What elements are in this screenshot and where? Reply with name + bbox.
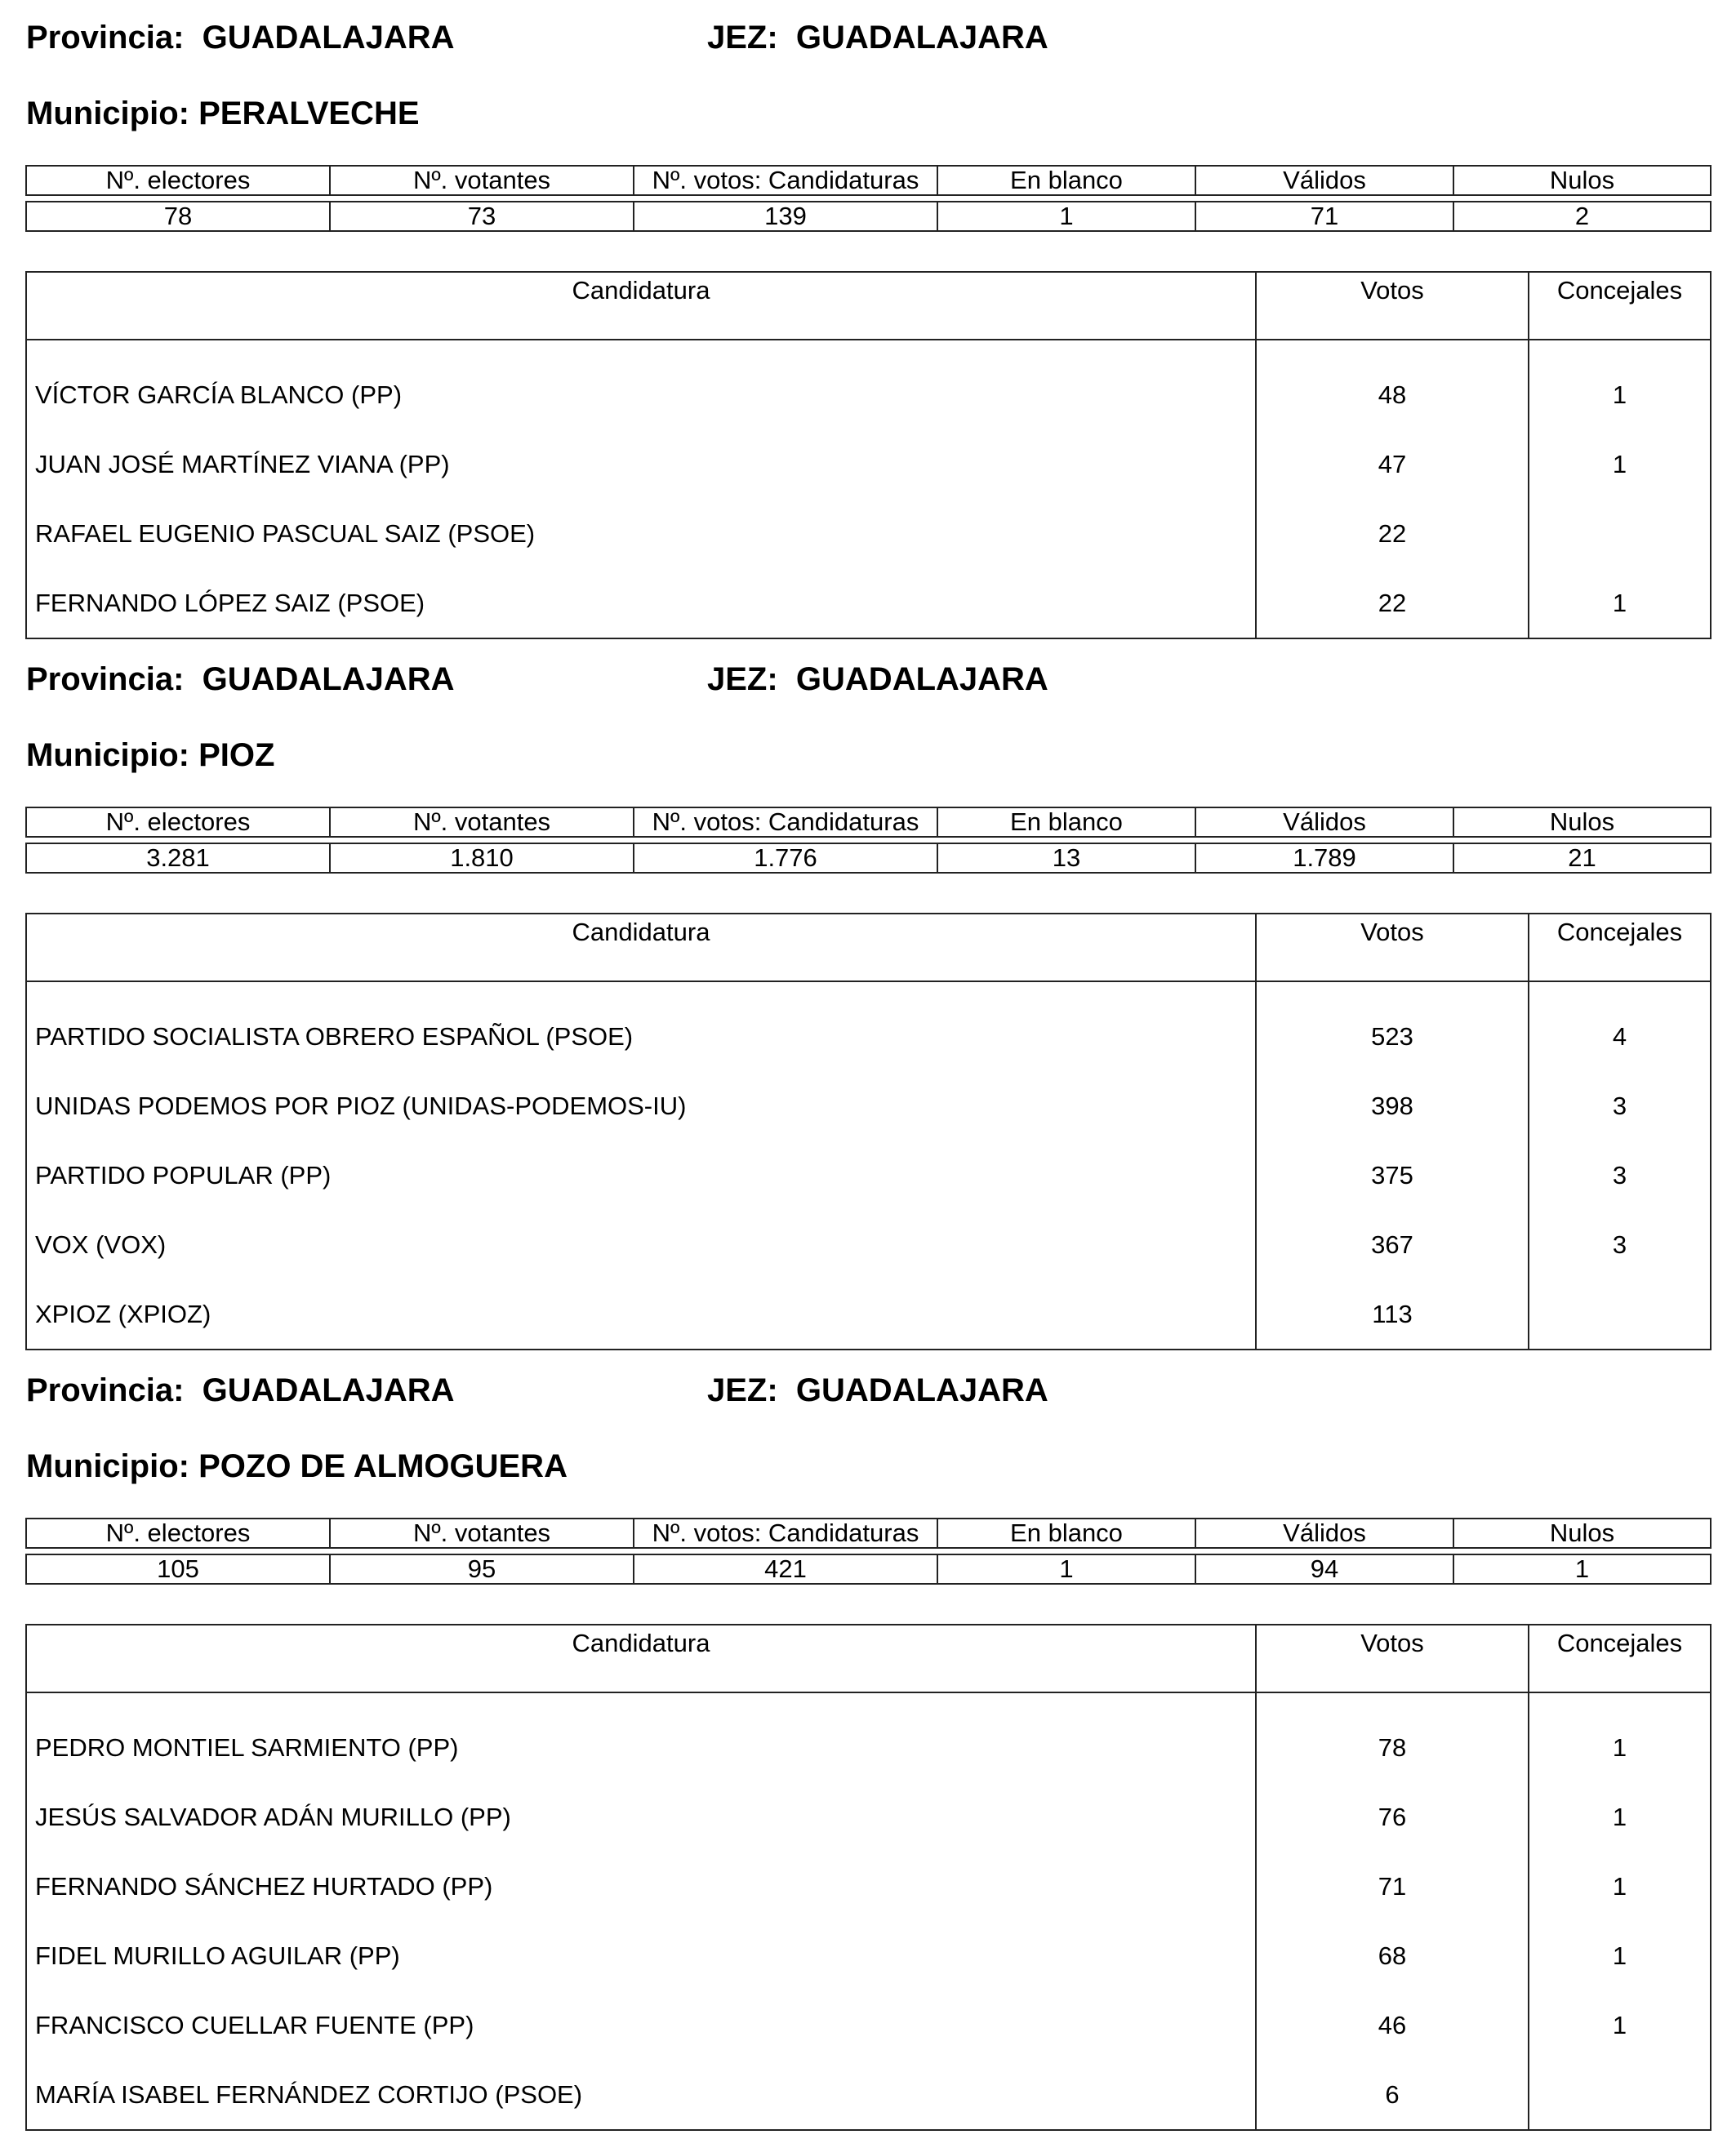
- jez-heading: [707, 21, 1048, 54]
- jez-value: GUADALAJARA: [795, 20, 1048, 56]
- candidate-votos: 6: [1256, 2060, 1529, 2130]
- candidate-name: PARTIDO SOCIALISTA OBRERO ESPAÑOL (PSOE): [26, 981, 1256, 1071]
- candidate-votos: 48: [1256, 340, 1529, 429]
- candidate-concejales: [1529, 1279, 1711, 1350]
- summary-value-row: [26, 202, 1711, 231]
- candidate-row: [26, 1692, 1711, 1782]
- provincia-label: Provincia:: [26, 20, 185, 56]
- candidate-votos: 47: [1256, 429, 1529, 499]
- summary-header-cell: Nº. votantes: [330, 1519, 634, 1548]
- candidate-concejales: [1529, 2060, 1711, 2130]
- candidate-concejales: 1: [1529, 1782, 1711, 1852]
- votos-header: Votos: [1256, 272, 1529, 340]
- summary-header-cell: Nulos: [1453, 807, 1711, 837]
- candidate-name: VÍCTOR GARCÍA BLANCO (PP): [26, 340, 1256, 429]
- candidates-table: [25, 271, 1712, 639]
- concejales-header: Concejales: [1529, 272, 1711, 340]
- municipio-heading: [26, 739, 274, 772]
- summary-value-cell: 78: [26, 202, 330, 231]
- candidate-row: [26, 981, 1711, 1071]
- municipio-value: POZO DE ALMOGUERA: [198, 1448, 568, 1484]
- summary-header-cell: En blanco: [937, 807, 1195, 837]
- summary-value-cell: 13: [937, 843, 1195, 873]
- candidate-row: [26, 1990, 1711, 2060]
- summary-value-cell: 2: [1453, 202, 1711, 231]
- summary-value-cell: 105: [26, 1554, 330, 1584]
- summary-header-cell: Nulos: [1453, 1519, 1711, 1548]
- candidate-votos: 523: [1256, 981, 1529, 1071]
- candidatura-header: Candidatura: [26, 272, 1256, 340]
- candidate-concejales: 3: [1529, 1071, 1711, 1141]
- jez-heading: [707, 663, 1048, 696]
- candidate-row: [26, 568, 1711, 638]
- candidate-row: [26, 1782, 1711, 1852]
- candidate-name: PEDRO MONTIEL SARMIENTO (PP): [26, 1692, 1256, 1782]
- candidates-header-row: [26, 272, 1711, 340]
- candidate-name: MARÍA ISABEL FERNÁNDEZ CORTIJO (PSOE): [26, 2060, 1256, 2130]
- candidate-votos: 398: [1256, 1071, 1529, 1141]
- jez-label: JEZ:: [707, 20, 778, 56]
- candidate-votos: 375: [1256, 1141, 1529, 1210]
- summary-table: [25, 165, 1712, 232]
- candidate-name: FERNANDO SÁNCHEZ HURTADO (PP): [26, 1852, 1256, 1921]
- candidate-name: JUAN JOSÉ MARTÍNEZ VIANA (PP): [26, 429, 1256, 499]
- summary-header-cell: Válidos: [1195, 166, 1453, 195]
- candidate-concejales: 3: [1529, 1141, 1711, 1210]
- candidate-concejales: 1: [1529, 429, 1711, 499]
- candidate-votos: 71: [1256, 1852, 1529, 1921]
- candidate-votos: 78: [1256, 1692, 1529, 1782]
- provincia-heading: [26, 21, 455, 54]
- municipio-section: [0, 1353, 1736, 2139]
- jez-value: GUADALAJARA: [795, 661, 1048, 697]
- summary-value-cell: 1: [937, 202, 1195, 231]
- summary-value-cell: 21: [1453, 843, 1711, 873]
- summary-value-row: [26, 843, 1711, 873]
- candidate-concejales: 1: [1529, 1692, 1711, 1782]
- summary-value-cell: 1.810: [330, 843, 634, 873]
- summary-header-cell: Nº. electores: [26, 166, 330, 195]
- candidate-row: [26, 1852, 1711, 1921]
- summary-header-cell: Válidos: [1195, 1519, 1453, 1548]
- summary-value-cell: 1: [1453, 1554, 1711, 1584]
- summary-value-cell: 73: [330, 202, 634, 231]
- municipio-heading: [26, 1450, 568, 1483]
- jez-label: JEZ:: [707, 661, 778, 697]
- jez-heading: [707, 1374, 1048, 1407]
- candidate-row: [26, 1279, 1711, 1350]
- summary-value-cell: 71: [1195, 202, 1453, 231]
- summary-header-cell: Nº. votos: Candidaturas: [634, 807, 937, 837]
- candidates-header-row: [26, 1625, 1711, 1692]
- summary-value-cell: 95: [330, 1554, 634, 1584]
- candidates-table: [25, 913, 1712, 1350]
- provincia-label: Provincia:: [26, 1372, 185, 1408]
- candidatura-header: Candidatura: [26, 914, 1256, 981]
- votos-header: Votos: [1256, 914, 1529, 981]
- provincia-heading: [26, 663, 455, 696]
- candidates-header-row: [26, 914, 1711, 981]
- candidate-concejales: 3: [1529, 1210, 1711, 1279]
- summary-table: [25, 807, 1712, 874]
- summary-value-cell: 139: [634, 202, 937, 231]
- summary-header-cell: Nº. votos: Candidaturas: [634, 1519, 937, 1548]
- summary-header-row: [26, 166, 1711, 195]
- candidate-votos: 367: [1256, 1210, 1529, 1279]
- summary-value-cell: 1: [937, 1554, 1195, 1584]
- candidate-votos: 46: [1256, 1990, 1529, 2060]
- summary-header-cell: Nº. votantes: [330, 807, 634, 837]
- candidate-votos: 68: [1256, 1921, 1529, 1990]
- municipio-section: [0, 642, 1736, 1352]
- candidate-row: [26, 499, 1711, 568]
- summary-header-cell: Válidos: [1195, 807, 1453, 837]
- candidate-concejales: [1529, 499, 1711, 568]
- candidate-name: PARTIDO POPULAR (PP): [26, 1141, 1256, 1210]
- summary-header-cell: Nº. votos: Candidaturas: [634, 166, 937, 195]
- candidate-concejales: 1: [1529, 340, 1711, 429]
- municipio-value: PERALVECHE: [198, 96, 420, 131]
- votos-header: Votos: [1256, 1625, 1529, 1692]
- candidate-votos: 76: [1256, 1782, 1529, 1852]
- candidate-votos: 22: [1256, 568, 1529, 638]
- summary-header-cell: Nulos: [1453, 166, 1711, 195]
- summary-header-cell: Nº. votantes: [330, 166, 634, 195]
- candidate-concejales: 1: [1529, 1990, 1711, 2060]
- summary-header-cell: Nº. electores: [26, 807, 330, 837]
- summary-header-row: [26, 807, 1711, 837]
- candidate-row: [26, 1210, 1711, 1279]
- candidate-row: [26, 1141, 1711, 1210]
- summary-value-row: [26, 1554, 1711, 1584]
- jez-value: GUADALAJARA: [795, 1372, 1048, 1408]
- summary-value-cell: 3.281: [26, 843, 330, 873]
- municipio-value: PIOZ: [198, 737, 275, 773]
- municipio-label: Municipio:: [26, 96, 189, 131]
- candidate-name: FERNANDO LÓPEZ SAIZ (PSOE): [26, 568, 1256, 638]
- municipio-heading: [26, 97, 420, 130]
- candidate-name: JESÚS SALVADOR ADÁN MURILLO (PP): [26, 1782, 1256, 1852]
- summary-table: [25, 1518, 1712, 1585]
- provincia-value: GUADALAJARA: [202, 661, 455, 697]
- candidate-name: UNIDAS PODEMOS POR PIOZ (UNIDAS-PODEMOS-IU): [26, 1071, 1256, 1141]
- summary-value-cell: 1.789: [1195, 843, 1453, 873]
- candidatura-header: Candidatura: [26, 1625, 1256, 1692]
- candidate-votos: 113: [1256, 1279, 1529, 1350]
- candidate-name: FRANCISCO CUELLAR FUENTE (PP): [26, 1990, 1256, 2060]
- candidate-concejales: 1: [1529, 1921, 1711, 1990]
- summary-header-row: [26, 1519, 1711, 1548]
- candidate-name: RAFAEL EUGENIO PASCUAL SAIZ (PSOE): [26, 499, 1256, 568]
- candidate-name: XPIOZ (XPIOZ): [26, 1279, 1256, 1350]
- provincia-value: GUADALAJARA: [202, 1372, 455, 1408]
- summary-header-cell: En blanco: [937, 166, 1195, 195]
- candidate-concejales: 1: [1529, 568, 1711, 638]
- summary-header-cell: Nº. electores: [26, 1519, 330, 1548]
- summary-header-cell: En blanco: [937, 1519, 1195, 1548]
- summary-value-cell: 421: [634, 1554, 937, 1584]
- concejales-header: Concejales: [1529, 914, 1711, 981]
- summary-value-cell: 1.776: [634, 843, 937, 873]
- candidate-concejales: 1: [1529, 1852, 1711, 1921]
- candidate-row: [26, 2060, 1711, 2130]
- provincia-label: Provincia:: [26, 661, 185, 697]
- candidate-row: [26, 1071, 1711, 1141]
- provincia-value: GUADALAJARA: [202, 20, 455, 56]
- municipio-label: Municipio:: [26, 1448, 189, 1484]
- concejales-header: Concejales: [1529, 1625, 1711, 1692]
- jez-label: JEZ:: [707, 1372, 778, 1408]
- candidate-votos: 22: [1256, 499, 1529, 568]
- candidate-concejales: 4: [1529, 981, 1711, 1071]
- candidate-row: [26, 429, 1711, 499]
- candidate-name: FIDEL MURILLO AGUILAR (PP): [26, 1921, 1256, 1990]
- candidate-name: VOX (VOX): [26, 1210, 1256, 1279]
- provincia-heading: [26, 1374, 455, 1407]
- candidates-table: [25, 1624, 1712, 2131]
- candidate-row: [26, 340, 1711, 429]
- summary-value-cell: 94: [1195, 1554, 1453, 1584]
- municipio-section: [0, 0, 1736, 710]
- candidate-row: [26, 1921, 1711, 1990]
- municipio-label: Municipio:: [26, 737, 189, 773]
